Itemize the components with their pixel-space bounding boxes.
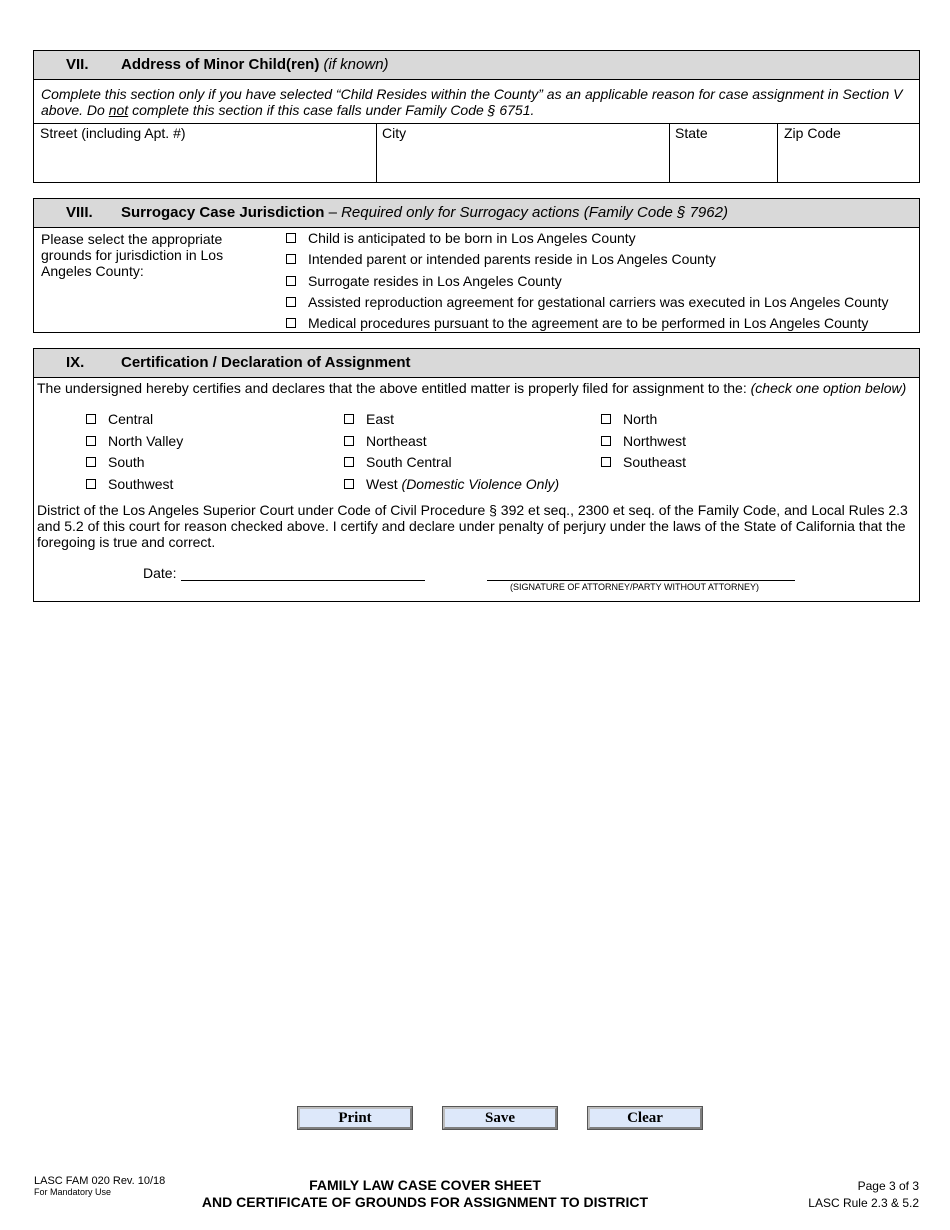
checkbox[interactable]	[344, 457, 354, 467]
checkbox[interactable]	[286, 254, 296, 264]
section-8-number: VIII.	[66, 204, 93, 221]
district-north[interactable]: North	[601, 411, 657, 427]
section-7-header	[34, 51, 919, 80]
section-8-surrogacy	[33, 198, 920, 333]
surrogacy-option-4[interactable]: Assisted reproduction agreement for gestational carriers was executed in Los Angeles County	[286, 294, 889, 310]
checkbox[interactable]	[286, 233, 296, 243]
section-7-address	[33, 50, 920, 183]
section-9-number: IX.	[66, 354, 85, 371]
mandatory-use: For Mandatory Use	[34, 1187, 112, 1197]
form-title-line-2: AND CERTIFICATE OF GROUNDS FOR ASSIGNMENT TO DISTRICT	[201, 1194, 649, 1210]
section-9-title: Certification / Declaration of Assignment	[121, 354, 411, 371]
district-south-central[interactable]: South Central	[344, 454, 452, 470]
checkbox[interactable]	[344, 414, 354, 424]
surrogacy-option-3[interactable]: Surrogate resides in Los Angeles County	[286, 273, 562, 289]
district-southeast[interactable]: Southeast	[601, 454, 686, 470]
district-southwest[interactable]: Southwest	[86, 476, 173, 492]
city-label: City	[382, 125, 407, 141]
checkbox[interactable]	[86, 414, 96, 424]
checkbox[interactable]	[286, 318, 296, 328]
zip-field[interactable]	[778, 124, 919, 183]
district-northwest[interactable]: Northwest	[601, 433, 686, 449]
checkbox[interactable]	[86, 436, 96, 446]
page-number: Page 3 of 3	[857, 1179, 919, 1193]
section-8-header	[34, 199, 919, 228]
print-button[interactable]: Print	[298, 1107, 412, 1129]
checkbox[interactable]	[344, 436, 354, 446]
section-7-title: Address of Minor Child(ren) (if known)	[121, 56, 389, 73]
zip-label: Zip Code	[784, 125, 841, 141]
street-field[interactable]	[34, 124, 377, 183]
form-title-line-1: FAMILY LAW CASE COVER SHEET	[309, 1177, 541, 1193]
checkbox[interactable]	[601, 414, 611, 424]
declaration-text: District of the Los Angeles Superior Court under Code of Civil Procedure § 392 et seq., 2300 et seq. of the Family Code, and Local Rules 2.3 and 5.2 of this court for reason checked above. I certify and declare under penalty of perjury under the laws of the State of California that the foregoing is true and correct.	[37, 502, 908, 550]
surrogacy-option-1[interactable]: Child is anticipated to be born in Los Angeles County	[286, 230, 636, 246]
checkbox[interactable]	[286, 297, 296, 307]
state-field[interactable]	[669, 124, 778, 183]
save-button[interactable]: Save	[443, 1107, 557, 1129]
state-label: State	[675, 125, 708, 141]
surrogacy-prompt: Please select the appropriate grounds for jurisdiction in Los Angeles County:	[41, 231, 224, 279]
section-8-title: Surrogacy Case Jurisdiction – Required only for Surrogacy actions (Family Code § 7962)	[121, 204, 728, 221]
form-title	[150, 1177, 700, 1211]
section-9-certification	[33, 348, 920, 602]
district-north-valley[interactable]: North Valley	[86, 433, 183, 449]
checkbox[interactable]	[601, 457, 611, 467]
city-field[interactable]	[376, 124, 670, 183]
address-fields-row	[34, 123, 919, 183]
certification-intro: The undersigned hereby certifies and declares that the above entitled matter is properly filed for assignment to the: (check one option below)	[37, 380, 907, 396]
checkbox[interactable]	[86, 479, 96, 489]
district-south[interactable]: South	[86, 454, 145, 470]
street-label: Street (including Apt. #)	[40, 125, 186, 141]
district-northeast[interactable]: Northeast	[344, 433, 427, 449]
lasc-rule: LASC Rule 2.3 & 5.2	[808, 1196, 919, 1210]
section-9-header	[34, 349, 919, 378]
checkbox[interactable]	[86, 457, 96, 467]
signature-line[interactable]	[487, 580, 795, 581]
surrogacy-option-2[interactable]: Intended parent or intended parents reside in Los Angeles County	[286, 251, 716, 267]
checkbox[interactable]	[286, 276, 296, 286]
district-west[interactable]: West (Domestic Violence Only)	[344, 476, 559, 492]
district-east[interactable]: East	[344, 411, 394, 427]
checkbox[interactable]	[601, 436, 611, 446]
signature-caption: (SIGNATURE OF ATTORNEY/PARTY WITHOUT ATTORNEY)	[510, 582, 760, 592]
section-7-number: VII.	[66, 56, 89, 73]
form-id: LASC FAM 020 Rev. 10/18	[34, 1175, 166, 1187]
date-label: Date:	[143, 565, 177, 581]
section-7-instructions: Complete this section only if you have selected “Child Resides within the County” as an applicable reason for case assignment in Section V above. Do not complete this section if this case falls under Family Code § 6751.	[41, 86, 903, 118]
surrogacy-option-5[interactable]: Medical procedures pursuant to the agreement are to be performed in Los Angeles County	[286, 315, 868, 331]
clear-button[interactable]: Clear	[588, 1107, 702, 1129]
checkbox[interactable]	[344, 479, 354, 489]
date-input-line[interactable]	[181, 580, 425, 581]
district-central[interactable]: Central	[86, 411, 153, 427]
